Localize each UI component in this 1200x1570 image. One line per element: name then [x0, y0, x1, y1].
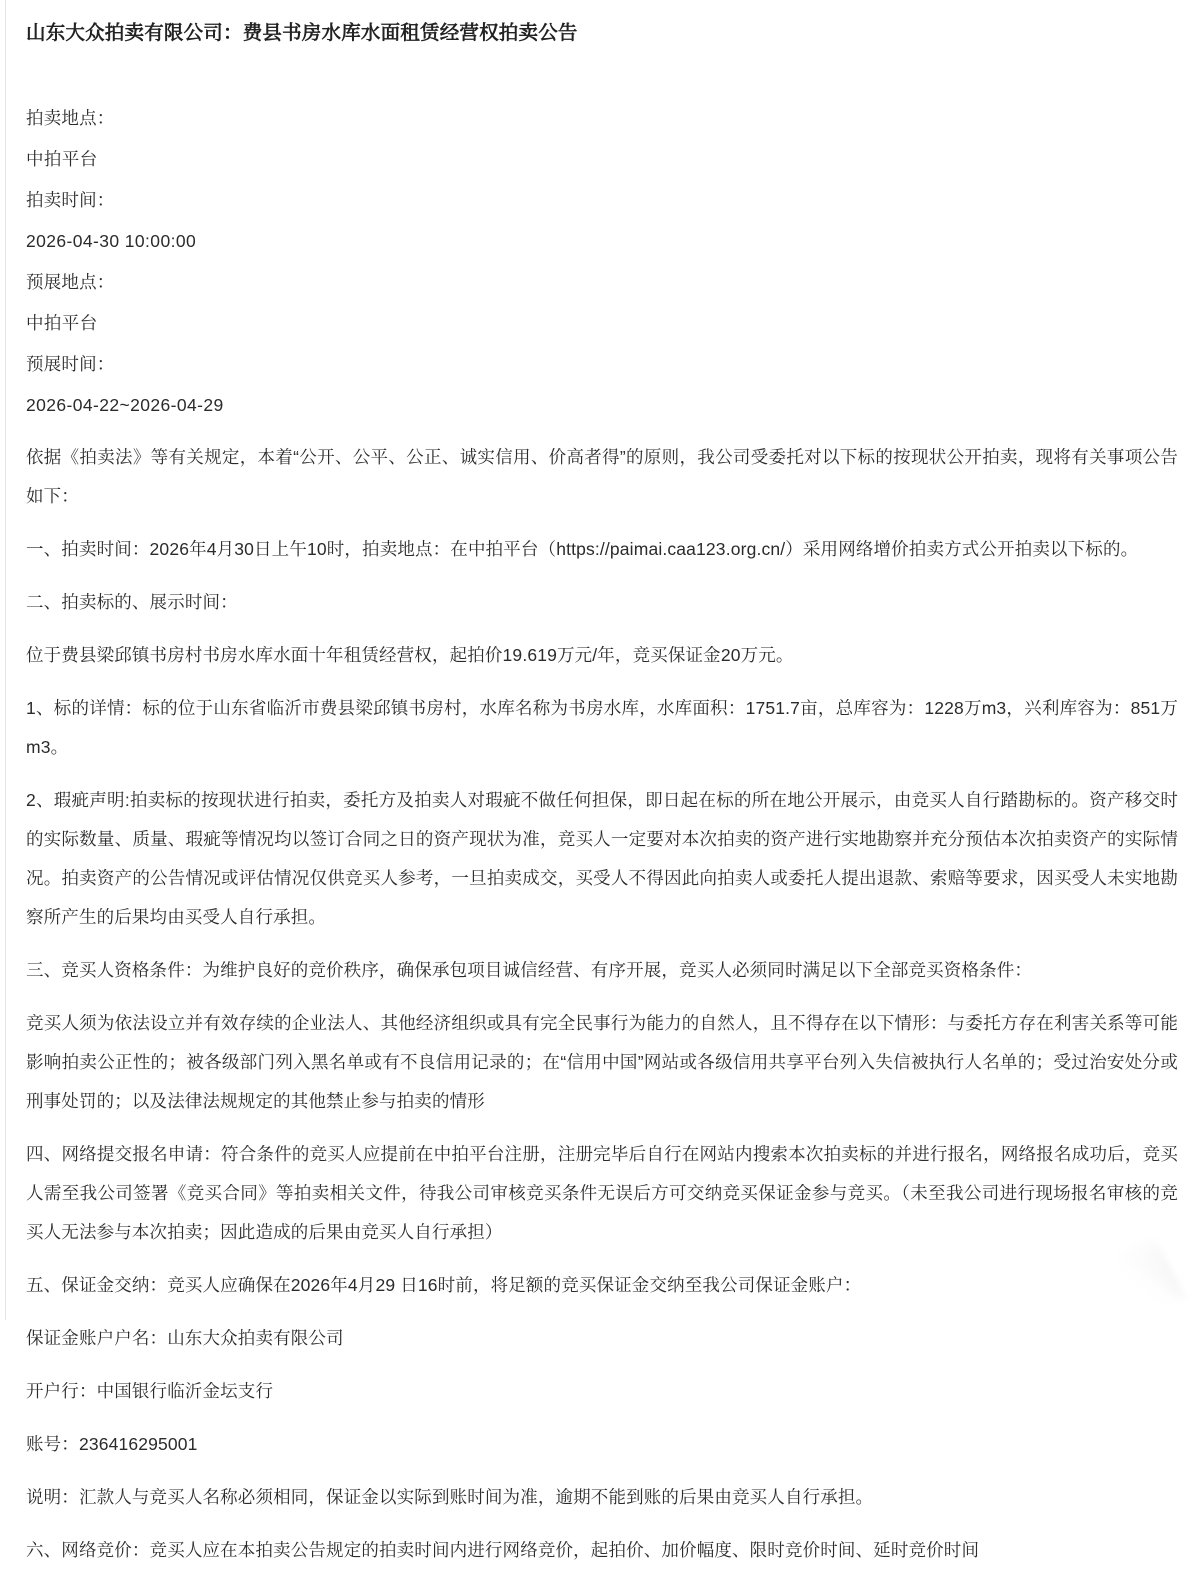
preview-time-value: 2026-04-22~2026-04-29	[26, 395, 224, 415]
paragraph: 1、标的详情：标的位于山东省临沂市费县梁邱镇书房村，水库名称为书房水库，水库面积：1751.7亩，总库容为：1228万m3，兴利库容为：851万m3。	[26, 698, 1178, 757]
paragraph: 开户行：中国银行临沂金坛支行	[26, 1381, 274, 1401]
paragraph: 五、保证金交纳：竞买人应确保在2026年4月29 日16时前，将足额的竞买保证金交纳至我公司保证金账户：	[26, 1275, 862, 1295]
paragraph: 二、拍卖标的、展示时间：	[26, 592, 238, 612]
auction-place-value: 中拍平台	[26, 149, 98, 169]
paragraph: 四、网络提交报名申请：符合条件的竞买人应提前在中拍平台注册，注册完毕后自行在网站内搜索本次拍卖标的并进行报名，网络报名成功后，竞买人需至我公司签署《竞买合同》等拍卖相关文件，待我公司审核竞买条件无误后方可交纳竞买保证金参与竞买。（未至我公司进行现场报名审核的竞买人无法参与本次拍卖；因此造成的后果由竞买人自行承担）	[26, 1144, 1178, 1242]
paragraph: 说明：汇款人与竞买人名称必须相同，保证金以实际到账时间为准，逾期不能到账的后果由竞买人自行承担。	[26, 1487, 874, 1507]
announcement-body	[26, 438, 1178, 1570]
auction-place-label: 拍卖地点：	[26, 108, 115, 128]
preview-place-label: 预展地点：	[26, 272, 115, 292]
auction-meta-block	[26, 98, 1178, 426]
paragraph: 位于费县梁邱镇书房村书房水库水面十年租赁经营权，起拍价19.619万元/年，竞买保证金20万元。	[26, 645, 794, 665]
auction-time-value: 2026-04-30 10:00:00	[26, 231, 197, 251]
preview-place-value: 中拍平台	[26, 313, 98, 333]
paragraph: 六、网络竞价：竞买人应在本拍卖公告规定的拍卖时间内进行网络竞价，起拍价、加价幅度、限时竞价时间、延时竞价时间	[26, 1540, 980, 1560]
paragraph: 三、竞买人资格条件：为维护良好的竞价秩序，确保承包项目诚信经营、有序开展，竞买人必须同时满足以下全部竞买资格条件：	[26, 960, 1033, 980]
page-title: 山东大众拍卖有限公司：费县书房水库水面租赁经营权拍卖公告	[26, 22, 578, 44]
paragraph: 账号：236416295001	[26, 1434, 198, 1454]
paragraph: 依据《拍卖法》等有关规定，本着“公开、公平、公正、诚实信用、价高者得”的原则，我公司受委托对以下标的按现状公开拍卖，现将有关事项公告如下：	[26, 447, 1178, 506]
paragraph: 2、瑕疵声明:拍卖标的按现状进行拍卖，委托方及拍卖人对瑕疵不做任何担保，即日起在标的所在地公开展示，由竞买人自行踏勘标的。资产移交时的实际数量、质量、瑕疵等情况均以签订合同之日的资产现状为准，竞买人一定要对本次拍卖的资产进行实地勘察并充分预估本次拍卖资产的实际情况。拍卖资产的公告情况或评估情况仅供竞买人参考，一旦拍卖成交，买受人不得因此向拍卖人或委托人提出退款、索赔等要求，因买受人未实地勘察所产生的后果均由买受人自行承担。	[26, 790, 1178, 927]
auction-time-label: 拍卖时间：	[26, 190, 115, 210]
preview-time-label: 预展时间：	[26, 354, 115, 374]
paragraph: 竞买人须为依法设立并有效存续的企业法人、其他经济组织或具有完全民事行为能力的自然人，且不得存在以下情形：与委托方存在利害关系等可能影响拍卖公正性的；被各级部门列入黑名单或有不良信用记录的；在“信用中国”网站或各级信用共享平台列入失信被执行人名单的；受过治安处分或刑事处罚的；以及法律法规规定的其他禁止参与拍卖的情形	[26, 1013, 1178, 1111]
paragraph: 保证金账户户名：山东大众拍卖有限公司	[26, 1328, 344, 1348]
paragraph: 一、拍卖时间：2026年4月30日上午10时，拍卖地点：在中拍平台（https://paimai.caa123.org.cn/）采用网络增价拍卖方式公开拍卖以下标的。	[26, 539, 1139, 559]
